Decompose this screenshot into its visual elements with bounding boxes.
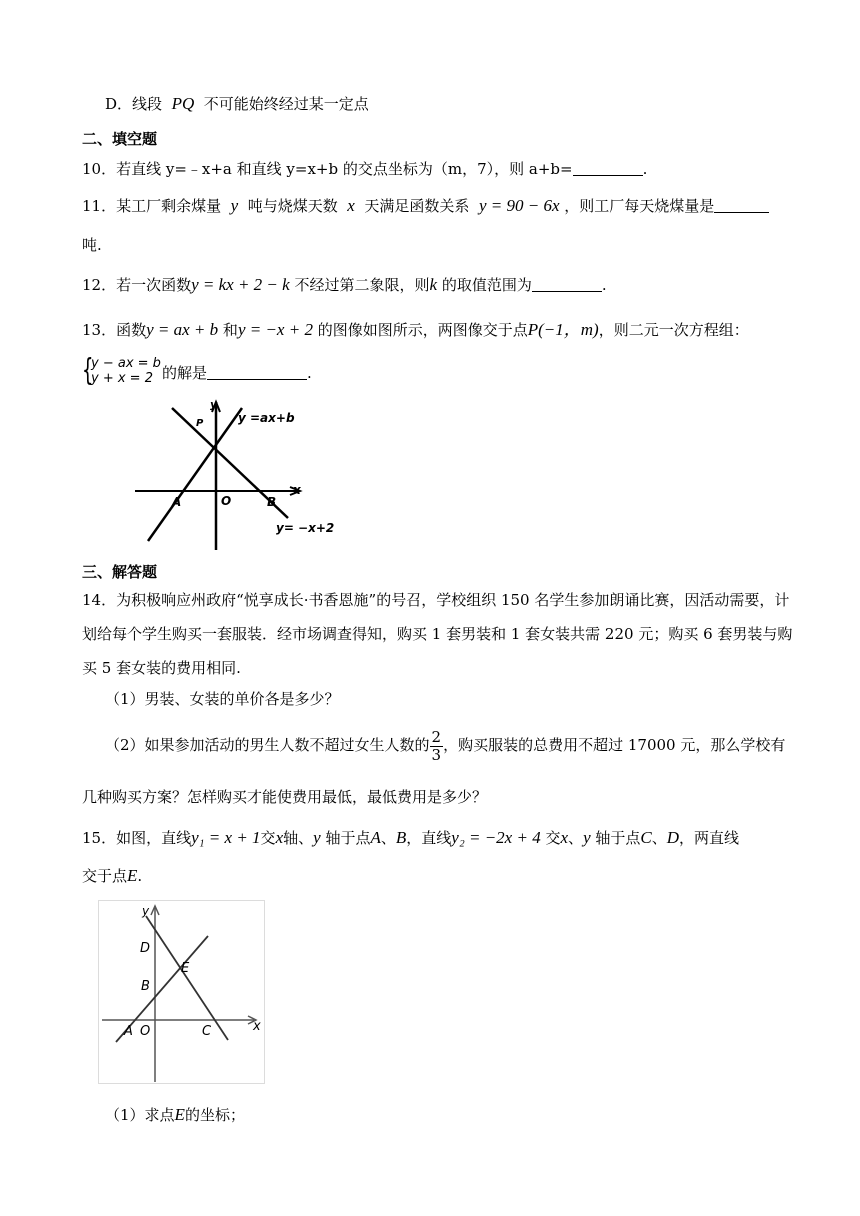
q15-text-1: 15．如图，直线 bbox=[82, 829, 192, 847]
q15-text-10: . bbox=[137, 867, 143, 885]
answer-blank-10[interactable] bbox=[573, 160, 643, 176]
q15-text-7: 轴于点 bbox=[595, 829, 641, 847]
fraction-denominator: 3 bbox=[431, 745, 442, 764]
point-a: A bbox=[370, 828, 381, 847]
label-point-c: C bbox=[202, 1024, 212, 1039]
question-11-text-2: 吨与烧煤天数 bbox=[247, 197, 338, 215]
question-14-line-2: 划给每个学生购买一套服装．经市场调查得知，购买 1 套男装和 1 套女装共需 220 元；购买 6 套男装与购 bbox=[82, 625, 793, 643]
line-y2 bbox=[146, 916, 228, 1040]
answer-blank-13[interactable] bbox=[207, 364, 307, 380]
var-y: y bbox=[583, 828, 591, 847]
var-y: y bbox=[313, 828, 321, 847]
question-14-part-1: （1）男装、女装的单价各是多少？ bbox=[105, 690, 340, 708]
section-solve-title: 三、解答题 bbox=[82, 563, 158, 581]
point-c: C bbox=[640, 828, 652, 847]
q15-text-5: ，直线 bbox=[406, 829, 452, 847]
label-point-a: A bbox=[124, 1024, 133, 1039]
q15-part-1-text-a: （1）求点 bbox=[105, 1106, 175, 1124]
q15-part-1-text-b: 的坐标； bbox=[184, 1106, 245, 1124]
label-origin: O bbox=[221, 494, 232, 508]
question-13 bbox=[82, 320, 749, 340]
question-11-text-3: 天满足函数关系 bbox=[364, 197, 470, 215]
option-d-label: D．线段 bbox=[105, 95, 163, 113]
label-point-b: B bbox=[141, 979, 150, 994]
point-d: D bbox=[666, 828, 680, 847]
question-12-text-1: 12．若一次函数 bbox=[82, 276, 192, 294]
q15-text-2: 交 bbox=[260, 829, 276, 847]
question-12-text-2: 不经过第二象限，则 bbox=[294, 276, 430, 294]
function-y1: y₁ = x + 1 bbox=[191, 828, 261, 847]
fraction-numerator: 2 bbox=[431, 727, 442, 746]
var-y: y bbox=[230, 196, 239, 215]
option-d bbox=[105, 94, 369, 114]
question-12-tail: . bbox=[601, 276, 607, 294]
q15-text-4: 轴于点 bbox=[325, 829, 371, 847]
function-y2: y₂ = −2x + 4 bbox=[451, 828, 541, 847]
question-10-text: 10．若直线 y=﹣x+a 和直线 y=x+b 的交点坐标为（m，7），则 a+b= bbox=[82, 160, 573, 178]
function-2: y = −x + 2 bbox=[237, 320, 313, 339]
section-fill-in-title: 二、填空题 bbox=[82, 130, 158, 148]
q15-text-8: ，两直线 bbox=[679, 829, 740, 847]
label-point-p: P bbox=[196, 418, 204, 429]
label-point-b: B bbox=[267, 495, 277, 509]
figure-13-graph bbox=[130, 398, 350, 554]
question-13-text-1: 13．函数 bbox=[82, 321, 147, 339]
var-k: k bbox=[429, 275, 438, 294]
separator: 、 bbox=[568, 829, 584, 847]
question-14-part-2-text-b: ，购买服装的总费用不超过 17000 元，那么学校有 bbox=[443, 736, 786, 754]
label-x-axis: x bbox=[253, 1019, 261, 1034]
var-x: x bbox=[347, 196, 355, 215]
separator: 、 bbox=[380, 829, 396, 847]
point-e: E bbox=[174, 1105, 185, 1124]
question-15-line-2 bbox=[82, 866, 142, 886]
question-13-answer-line bbox=[162, 363, 312, 383]
question-15-part-1 bbox=[105, 1105, 245, 1125]
label-point-d: D bbox=[140, 941, 151, 956]
point-p: P(−1，m) bbox=[527, 320, 599, 339]
point-e: E bbox=[127, 866, 138, 885]
q15-text-3: 轴、 bbox=[283, 829, 314, 847]
question-13-text-3: 的图像如图所示，两图像交于点 bbox=[317, 321, 528, 339]
q15-text-6: 交 bbox=[545, 829, 561, 847]
equation-1: y − ax = b bbox=[91, 356, 161, 371]
brace-glyph: { bbox=[82, 353, 94, 388]
option-d-math: PQ bbox=[171, 94, 195, 113]
question-10 bbox=[82, 159, 647, 179]
label-origin: O bbox=[140, 1024, 151, 1039]
var-x: x bbox=[560, 828, 569, 847]
question-13-text-2: 和 bbox=[222, 321, 238, 339]
question-15-line-1 bbox=[82, 828, 739, 848]
question-13-tail: . bbox=[307, 364, 312, 382]
option-d-tail: 不可能始终经过某一定点 bbox=[203, 95, 369, 113]
separator: 、 bbox=[651, 829, 667, 847]
q15-text-9: 交于点 bbox=[82, 867, 128, 885]
label-y-axis: y bbox=[142, 904, 150, 918]
question-11-text-4: ，则工厂每天烧煤量是 bbox=[564, 197, 715, 215]
label-y-axis: y bbox=[210, 398, 218, 411]
label-point-e: E bbox=[181, 961, 190, 976]
label-line-neg-x-2: y= −x+2 bbox=[276, 521, 335, 535]
question-12 bbox=[82, 275, 607, 295]
label-x-axis: x bbox=[293, 483, 301, 497]
figure-15-graph bbox=[98, 900, 266, 1086]
question-11-line-2: 吨. bbox=[82, 236, 102, 254]
question-14-part-2-line-2: 几种购买方案？怎样购买才能使费用最低，最低费用是多少？ bbox=[82, 788, 488, 806]
question-10-tail: . bbox=[642, 160, 648, 178]
question-13-text-4: ，则二元一次方程组： bbox=[598, 321, 749, 339]
question-13-text-5: 的解是 bbox=[162, 364, 208, 382]
answer-blank-11[interactable] bbox=[714, 197, 769, 213]
equation-2: y + x = 2 bbox=[91, 371, 153, 386]
label-point-a: A bbox=[172, 495, 182, 509]
point-b: B bbox=[395, 828, 407, 847]
var-x: x bbox=[275, 828, 284, 847]
function-1: y = ax + b bbox=[146, 320, 219, 339]
line-ax-plus-b bbox=[148, 408, 242, 541]
question-14-line-1: 14．为积极响应州政府“悦享成长·书香恩施”的号召，学校组织 150 名学生参加朗诵比赛，因活动需要，计 bbox=[82, 591, 790, 609]
answer-blank-12[interactable] bbox=[532, 276, 602, 292]
figure-border bbox=[99, 901, 265, 1084]
question-14-part-2-text-a: （2）如果参加活动的男生人数不超过女生人数的 bbox=[105, 736, 430, 754]
question-11 bbox=[82, 196, 769, 216]
function-expression: y = kx + 2 − k bbox=[191, 275, 290, 294]
equation-system bbox=[82, 353, 161, 388]
function-expression: y = 90 − 6x bbox=[478, 196, 560, 215]
question-14-part-2 bbox=[105, 725, 785, 765]
question-12-text-3: 的取值范围为 bbox=[441, 276, 532, 294]
fraction-two-thirds bbox=[430, 729, 444, 764]
question-11-text-1: 11．某工厂剩余煤量 bbox=[82, 197, 222, 215]
question-14-line-3: 买 5 套女装的费用相同. bbox=[82, 659, 241, 677]
label-line-ax-b: y =ax+b bbox=[238, 411, 295, 425]
